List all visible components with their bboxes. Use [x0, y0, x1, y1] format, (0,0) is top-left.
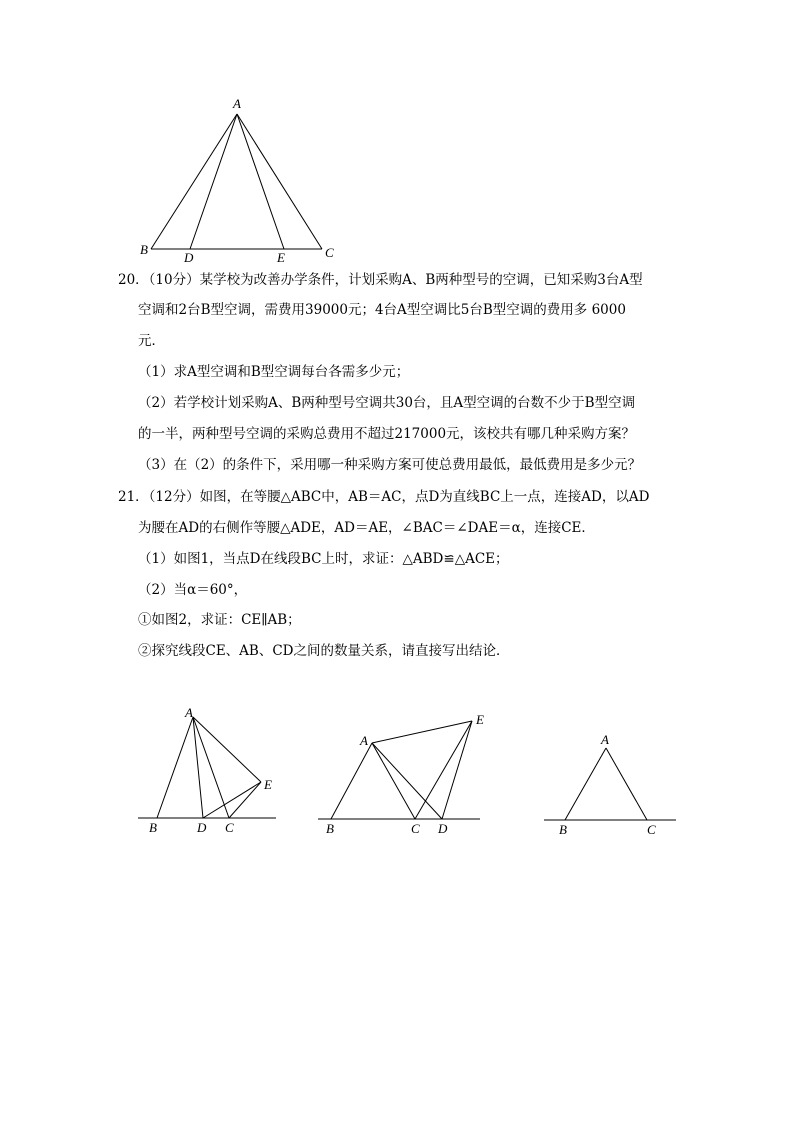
q21-line2: 为腰在AD的右侧作等腰△ADE，AD＝AE，∠BAC＝∠DAE＝α，连接CE．: [138, 520, 595, 536]
segment-AD: [372, 743, 442, 819]
segment-AE: [237, 114, 284, 249]
label-A: A: [233, 96, 241, 111]
q20-sub3: （3）在（2）的条件下，采用哪一种采购方案可使总费用最低，最低费用是多少元？: [138, 457, 642, 473]
label-C: C: [325, 245, 334, 260]
q20-sub1: （1）求A型空调和B型空调每台各需多少元；: [138, 364, 410, 380]
q21-sub2-1: ①如图2，求证：CE∥AB；: [138, 612, 301, 628]
label-E: E: [476, 712, 484, 727]
figure-2: [310, 705, 495, 845]
q21-line1: 21．（12分）如图，在等腰△ABC中，AB＝AC，点D为直线BC上一点，连接AD，以AD: [118, 489, 650, 505]
q20-line1: 20．（10分）某学校为改善办学条件，计划采购A、B两种型号的空调，已知采购3台A型: [118, 272, 643, 288]
label-C: C: [647, 822, 656, 837]
label-D: D: [438, 821, 448, 836]
segment-AB: [151, 114, 237, 249]
segment-AE: [372, 721, 472, 743]
label-D: D: [184, 250, 194, 265]
q20-sub2b: 的一半，两种型号空调的采购总费用不超过217000元，该校共有哪几种采购方案？: [138, 426, 636, 442]
segment-CE: [415, 721, 472, 819]
label-A: A: [601, 732, 609, 747]
segment-AC: [372, 743, 415, 819]
label-C: C: [225, 820, 234, 835]
segment-AB: [157, 717, 193, 818]
q21-sub1: （1）如图1，当点D在线段BC上时，求证：△ABD≌△ACE；: [138, 551, 509, 567]
segment-AB: [565, 748, 606, 820]
label-B: B: [326, 821, 334, 836]
label-B: B: [149, 820, 157, 835]
label-E: E: [264, 777, 272, 792]
segment-AC: [237, 114, 322, 249]
label-A: A: [360, 733, 368, 748]
top-triangle-figure: [130, 92, 350, 267]
segment-AB: [331, 743, 372, 819]
q20-sub2a: （2）若学校计划采购A、B两种型号空调共30台，且A型空调的台数不少于B型空调: [138, 395, 636, 411]
figure-3: [540, 728, 685, 843]
q20-line2: 空调和2台B型空调，需费用39000元；4台A型空调比5台B型空调的费用多 6000: [138, 302, 626, 318]
figure-1: [130, 700, 290, 845]
label-B: B: [559, 822, 567, 837]
segment-AE: [193, 717, 261, 782]
q20-line3: 元．: [138, 333, 165, 349]
label-A: A: [185, 705, 193, 720]
label-D: D: [197, 820, 207, 835]
q21-sub2-2: ②探究线段CE、AB、CD之间的数量关系，请直接写出结论．: [138, 643, 510, 659]
label-C: C: [411, 821, 420, 836]
label-B: B: [140, 242, 148, 257]
q21-sub2: （2）当α＝60°，: [138, 582, 248, 598]
label-E: E: [277, 250, 285, 265]
segment-CE: [229, 782, 261, 818]
segment-DE: [442, 721, 472, 819]
segment-AD: [190, 114, 237, 249]
segment-AC: [606, 748, 647, 820]
segment-DE: [203, 782, 261, 818]
